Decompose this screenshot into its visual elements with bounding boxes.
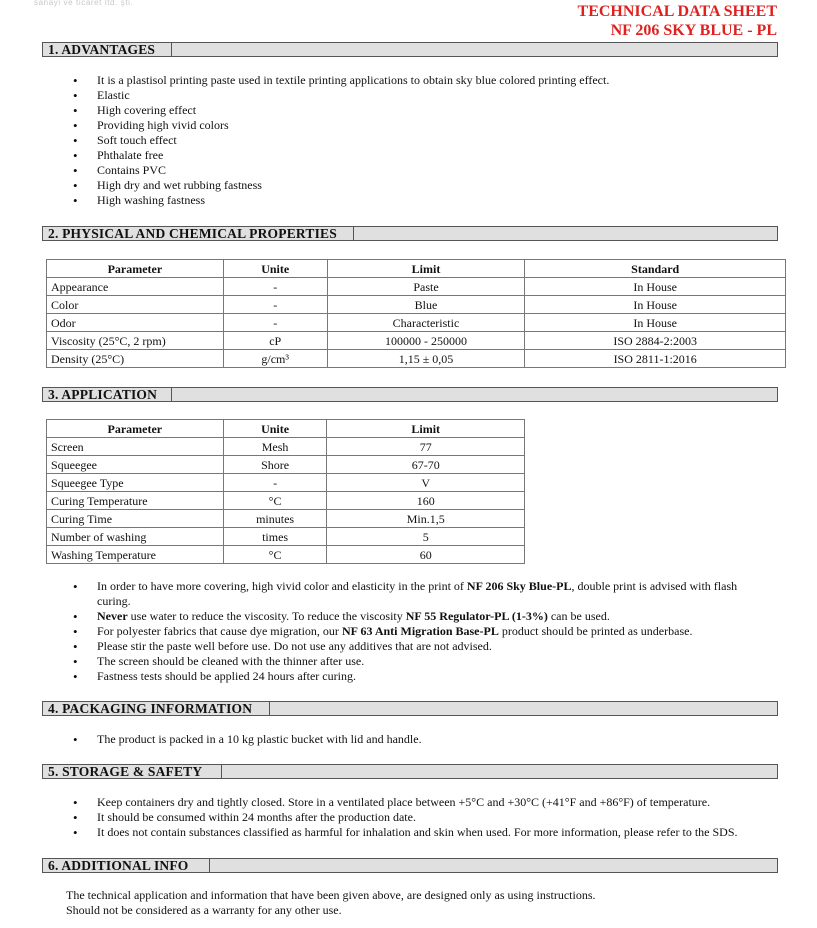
table-cell: Screen xyxy=(47,438,224,456)
table-header-row xyxy=(47,260,786,278)
table-row xyxy=(47,278,786,296)
section-header-advantages: 1. ADVANTAGES xyxy=(42,42,778,57)
list-item: • High covering effect xyxy=(73,103,773,118)
list-item: • Never use water to reduce the viscosity. To reduce the viscosity NF 55 Regulator-PL (1-3%) can be used. xyxy=(73,609,773,624)
list-item: • High dry and wet rubbing fastness xyxy=(73,178,773,193)
table-cell: ISO 2884-2:2003 xyxy=(525,332,786,350)
advantages-list xyxy=(73,73,773,208)
list-item: • It does not contain substances classified as harmful for inhalation and skin when used. For more information, please refer to the SDS. xyxy=(73,825,793,840)
table-cell: Paste xyxy=(327,278,525,296)
col-header: Limit xyxy=(327,420,525,438)
list-item: • Keep containers dry and tightly closed. Store in a ventilated place between +5°C and +30°C (+41°F and +86°F) of temperature. xyxy=(73,795,793,810)
table-row xyxy=(47,528,525,546)
table-cell: In House xyxy=(525,296,786,314)
company-name: sanayi ve ticaret ltd. şti. xyxy=(34,0,134,7)
table-row xyxy=(47,546,525,564)
list-item: • The screen should be cleaned with the thinner after use. xyxy=(73,654,773,669)
table-cell: 100000 - 250000 xyxy=(327,332,525,350)
list-item: • For polyester fabrics that cause dye migration, our NF 63 Anti Migration Base-PL product should be printed as underbase. xyxy=(73,624,773,639)
application-table xyxy=(46,419,525,564)
table-cell: °C xyxy=(223,492,327,510)
col-header: Limit xyxy=(327,260,525,278)
table-cell: Viscosity (25°C, 2 rpm) xyxy=(47,332,224,350)
list-item: • Providing high vivid colors xyxy=(73,118,773,133)
col-header: Parameter xyxy=(47,420,224,438)
table-cell: Blue xyxy=(327,296,525,314)
table-cell: Curing Time xyxy=(47,510,224,528)
table-cell: Number of washing xyxy=(47,528,224,546)
table-cell: Min.1,5 xyxy=(327,510,525,528)
list-item: • It should be consumed within 24 months after the production date. xyxy=(73,810,793,825)
doc-title: TECHNICAL DATA SHEET xyxy=(577,3,777,20)
list-item: • Elastic xyxy=(73,88,773,103)
section-header-application: 3. APPLICATION xyxy=(42,387,778,402)
table-cell: In House xyxy=(525,278,786,296)
col-header: Unite xyxy=(223,420,327,438)
table-cell: 1,15 ± 0,05 xyxy=(327,350,525,368)
table-cell: times xyxy=(223,528,327,546)
table-cell: Shore xyxy=(223,456,327,474)
table-cell: - xyxy=(223,314,327,332)
table-row xyxy=(47,510,525,528)
table-cell: g/cm³ xyxy=(223,350,327,368)
col-header: Unite xyxy=(223,260,327,278)
table-cell: - xyxy=(223,278,327,296)
table-cell: Washing Temperature xyxy=(47,546,224,564)
table-row xyxy=(47,314,786,332)
table-row xyxy=(47,296,786,314)
table-cell: Density (25°C) xyxy=(47,350,224,368)
section-header-storage: 5. STORAGE & SAFETY xyxy=(42,764,778,779)
table-cell: Color xyxy=(47,296,224,314)
table-cell: ISO 2811-1:2016 xyxy=(525,350,786,368)
table-cell: 60 xyxy=(327,546,525,564)
list-item: • Contains PVC xyxy=(73,163,773,178)
table-row xyxy=(47,456,525,474)
col-header: Standard xyxy=(525,260,786,278)
table-cell: 77 xyxy=(327,438,525,456)
list-item: • Phthalate free xyxy=(73,148,773,163)
list-item: • Please stir the paste well before use. Do not use any additives that are not advised. xyxy=(73,639,773,654)
table-cell: Odor xyxy=(47,314,224,332)
list-item: • In order to have more covering, high vivid color and elasticity in the print of NF 206 Sky Blue-PL, double print is advised with flash curing. xyxy=(73,579,773,609)
application-notes-list xyxy=(73,579,773,684)
table-cell: Squeegee xyxy=(47,456,224,474)
table-cell: 67-70 xyxy=(327,456,525,474)
list-item: • Fastness tests should be applied 24 hours after curing. xyxy=(73,669,773,684)
list-item: • High washing fastness xyxy=(73,193,773,208)
table-cell: In House xyxy=(525,314,786,332)
table-row xyxy=(47,492,525,510)
list-item: • It is a plastisol printing paste used in textile printing applications to obtain sky blue colored printing effect. xyxy=(73,73,773,88)
section-header-packaging: 4. PACKAGING INFORMATION xyxy=(42,701,778,716)
table-cell: minutes xyxy=(223,510,327,528)
table-cell: Squeegee Type xyxy=(47,474,224,492)
table-cell: 5 xyxy=(327,528,525,546)
table-cell: Mesh xyxy=(223,438,327,456)
section-header-properties: 2. PHYSICAL AND CHEMICAL PROPERTIES xyxy=(42,226,778,241)
col-header: Parameter xyxy=(47,260,224,278)
product-name: NF 206 SKY BLUE - PL xyxy=(610,22,777,39)
storage-list xyxy=(73,795,793,840)
additional-info-line2: Should not be considered as a warranty for any other use. xyxy=(66,903,342,917)
table-cell: - xyxy=(223,296,327,314)
table-cell: Appearance xyxy=(47,278,224,296)
table-cell: °C xyxy=(223,546,327,564)
section-header-additional-info: 6. ADDITIONAL INFO xyxy=(42,858,778,873)
table-cell: cP xyxy=(223,332,327,350)
table-header-row xyxy=(47,420,525,438)
packaging-list xyxy=(73,732,773,747)
table-row xyxy=(47,350,786,368)
table-cell: V xyxy=(327,474,525,492)
table-cell: 160 xyxy=(327,492,525,510)
table-cell: - xyxy=(223,474,327,492)
table-cell: Characteristic xyxy=(327,314,525,332)
table-row xyxy=(47,332,786,350)
additional-info-line1: The technical application and information that have been given above, are designed only as using instructions. xyxy=(66,888,596,902)
table-cell: Curing Temperature xyxy=(47,492,224,510)
list-item: • The product is packed in a 10 kg plastic bucket with lid and handle. xyxy=(73,732,773,747)
list-item: • Soft touch effect xyxy=(73,133,773,148)
table-row xyxy=(47,438,525,456)
properties-table xyxy=(46,259,786,368)
table-row xyxy=(47,474,525,492)
